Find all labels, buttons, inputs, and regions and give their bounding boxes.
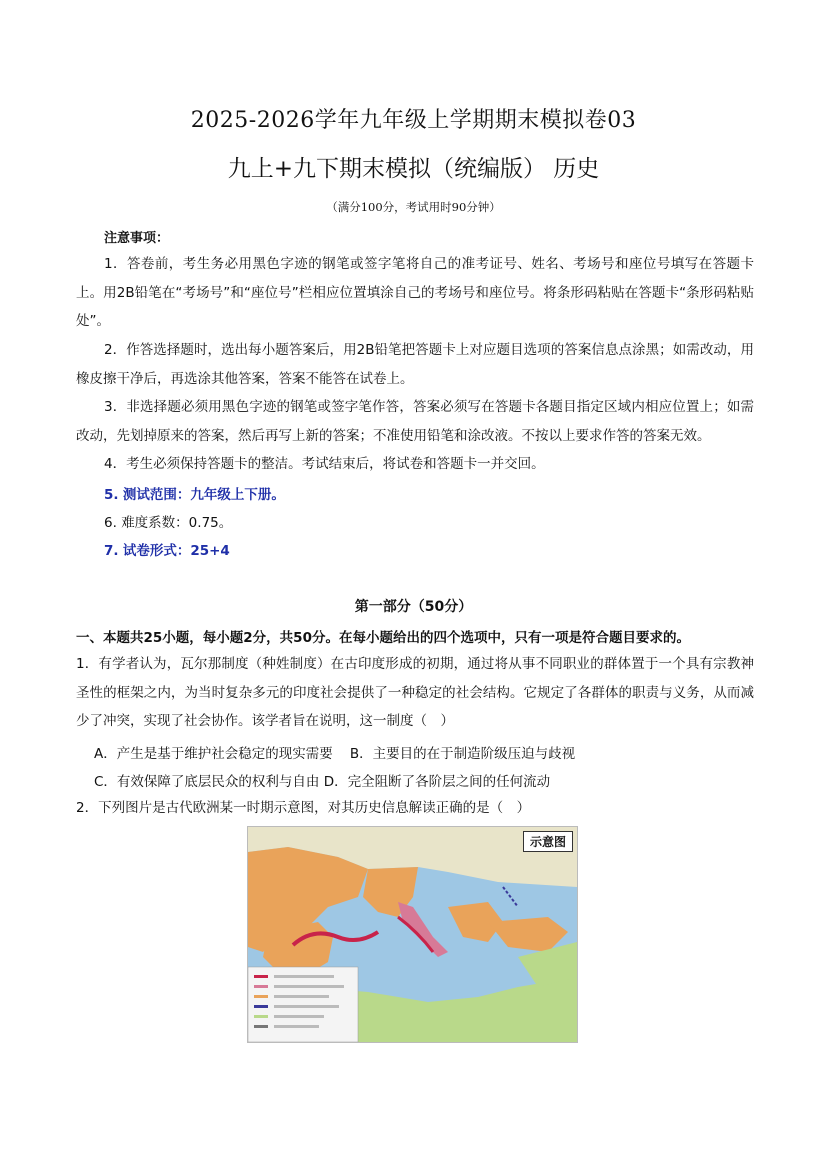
europe-map-illustration (248, 827, 577, 1042)
exam-title: 2025-2026学年九年级上学期期末模拟卷03 (190, 108, 637, 133)
map-title-label: 示意图 (523, 831, 573, 852)
notice-item-5-num: 5. (104, 487, 119, 503)
notice-item-7-num: 7. (104, 543, 119, 559)
notice-item-6-num: 6. (104, 515, 117, 531)
notice-item-3: 3．非选择题必须用黑色字迹的钢笔或签字笔作答，答案必须写在答题卡各题目指定区域内相应位置上；如需改动，先划掉原来的答案，然后再写上新的答案；不准使用铅笔和涂改液。不按以上要求作答的答案无效。 (76, 399, 754, 444)
notice-item-2: 2．作答选择题时，选出每小题答案后，用2B铅笔把答题卡上对应题目选项的答案信息点涂黑；如需改动，用橡皮擦干净后，再选涂其他答案，答案不能答在试卷上。 (76, 342, 754, 387)
notice-item-5-text: 测试范围：九年级上下册。 (122, 487, 285, 503)
notice-item-6-text: 难度系数：0.75。 (121, 515, 233, 531)
exam-subtitle: 九上+九下期末模拟（统编版） 历史 (227, 156, 600, 182)
question-1-option-b: B．主要目的在于制造阶级压迫与歧视 (349, 746, 576, 762)
question-2-map (247, 826, 578, 1043)
question-1-stem: 1．有学者认为，瓦尔那制度（种姓制度）在古印度形成的初期，通过将从事不同职业的群体置于一个具有宗教神圣性的框架之内，为当时复杂多元的印度社会提供了一种稳定的社会结构。它规定了各群体的职责与义务，从而减少了冲突，实现了社会协作。该学者旨在说明，这一制度（ ） (76, 656, 754, 729)
section-title: 第一部分（50分） (354, 599, 473, 615)
notice-item-7 (104, 539, 230, 559)
notice-item-6 (104, 511, 232, 531)
question-2-stem: 2．下列图片是古代欧洲某一时期示意图，对其历史信息解读正确的是（ ） (76, 800, 531, 816)
question-1-option-a: A．产生是基于维护社会稳定的现实需要 (94, 746, 333, 762)
section-instruction: 一、本题共25小题，每小题2分，共50分。在每小题给出的四个选项中，只有一项是符合题目要求的。 (76, 630, 690, 646)
notice-item-5 (104, 483, 285, 503)
exam-score-time: （满分100分，考试用时90分钟） (326, 200, 501, 214)
notice-item-7-text: 试卷形式：25+4 (122, 543, 230, 559)
notice-heading: 注意事项： (104, 231, 170, 246)
question-1-options-cd (94, 770, 550, 790)
notice-item-1: 1．答卷前，考生务必用黑色字迹的钢笔或签字笔将自己的准考证号、姓名、考场号和座位号填写在答题卡上。用2B铅笔在“考场号”和“座位号”栏相应位置填涂自己的考场号和座位号。将条形码粘贴在答题卡“条形码粘贴处”。 (76, 256, 754, 329)
question-1-option-c: C．有效保障了底层民众的权利与自由 (94, 774, 320, 790)
question-1-option-d: D．完全阻断了各阶层之间的任何流动 (323, 774, 551, 790)
notice-item-4: 4．考生必须保持答题卡的整洁。考试结束后，将试卷和答题卡一并交回。 (104, 456, 545, 472)
question-1-options-ab (94, 742, 575, 762)
